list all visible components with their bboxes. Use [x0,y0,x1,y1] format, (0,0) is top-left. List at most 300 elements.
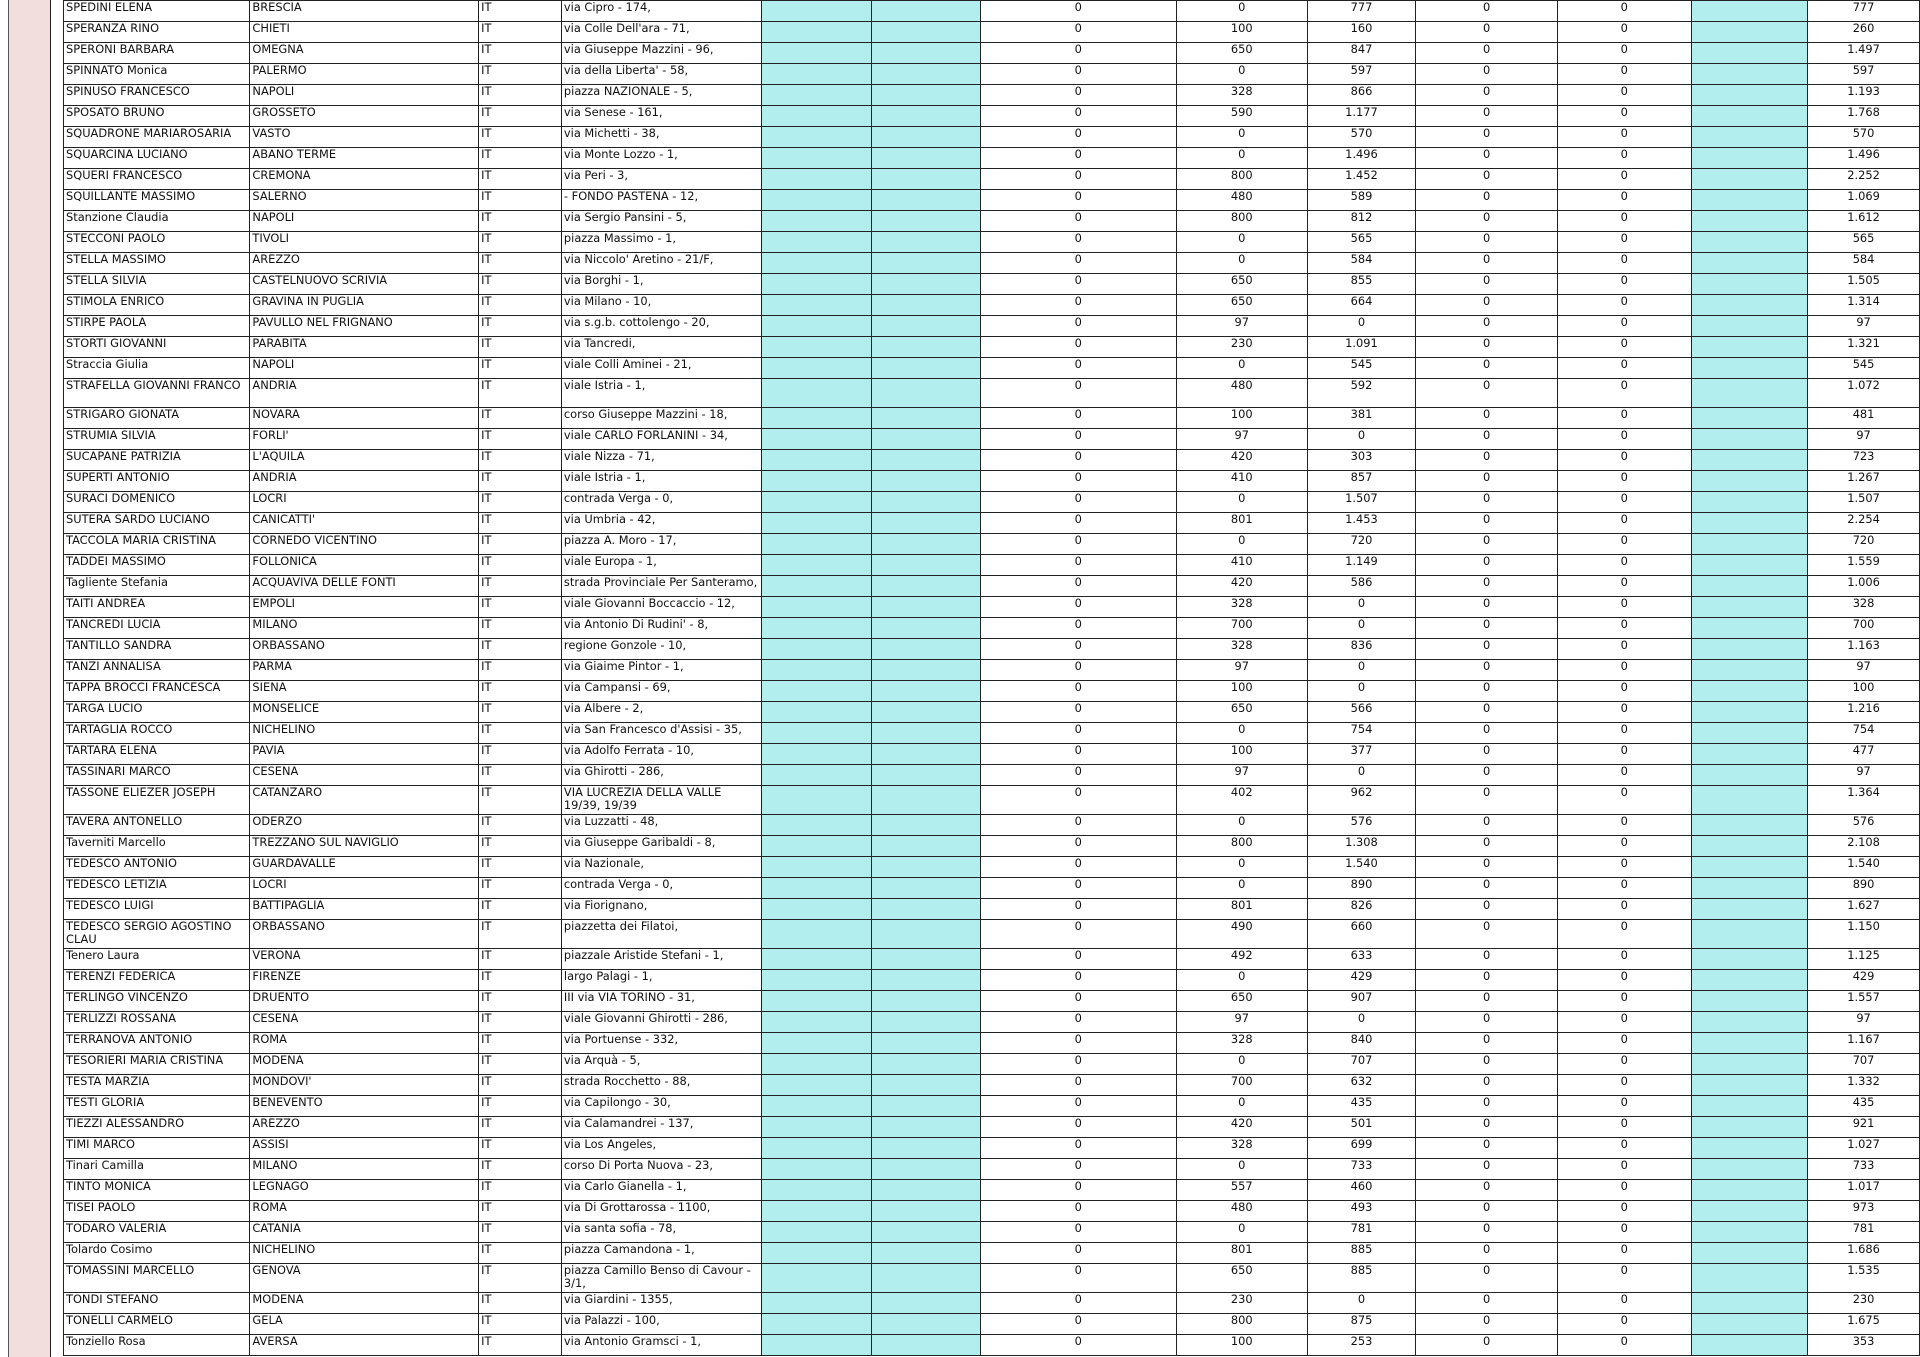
cell-address: VIA LUCREZIA DELLA VALLE 19/39, 19/39 [561,786,761,815]
cell-highlight [1691,1,1808,22]
cell-total: 328 [1808,597,1920,618]
cell-total: 481 [1808,408,1920,429]
cell-value: 0 [1557,815,1691,836]
cell-highlight [1691,534,1808,555]
cell-country: IT [479,723,562,744]
cell-city: LOCRI [250,492,479,513]
cell-total: 723 [1808,450,1920,471]
cell-address: via Calamandrei - 137, [561,1117,761,1138]
cell-total: 1.507 [1808,492,1920,513]
cell-value: 0 [980,169,1176,190]
cell-value: 0 [980,211,1176,232]
cell-highlight [1691,744,1808,765]
cell-highlight [762,639,872,660]
cell-address: via Campansi - 69, [561,681,761,702]
table-row [64,899,1920,920]
cell-value: 840 [1307,1033,1416,1054]
cell-highlight [871,555,980,576]
cell-highlight [1691,379,1808,408]
cell-value: 0 [1416,1293,1558,1314]
cell-value: 435 [1307,1096,1416,1117]
cell-value: 650 [1176,991,1307,1012]
cell-highlight [762,1222,872,1243]
cell-city: PAVIA [250,744,479,765]
cell-highlight [871,949,980,970]
cell-value: 0 [980,85,1176,106]
cell-value: 0 [1176,1096,1307,1117]
cell-country: IT [479,1096,562,1117]
cell-name: TIEZZI ALESSANDRO [64,1117,250,1138]
cell-city: L'AQUILA [250,450,479,471]
table-row [64,765,1920,786]
cell-highlight [1691,1293,1808,1314]
cell-value: 0 [1416,1264,1558,1293]
cell-highlight [762,148,872,169]
cell-value: 0 [1557,43,1691,64]
cell-value: 0 [1176,857,1307,878]
cell-value: 0 [1416,836,1558,857]
cell-value: 97 [1176,765,1307,786]
cell-value: 0 [1307,429,1416,450]
cell-highlight [1691,1314,1808,1335]
cell-country: IT [479,127,562,148]
table-row [64,471,1920,492]
cell-country: IT [479,211,562,232]
table-row [64,274,1920,295]
cell-value: 0 [1307,316,1416,337]
cell-name: STRAFELLA GIOVANNI FRANCO [64,379,250,408]
cell-address: via Giuseppe Garibaldi - 8, [561,836,761,857]
cell-value: 0 [980,1,1176,22]
cell-country: IT [479,513,562,534]
cell-value: 328 [1176,1033,1307,1054]
cell-value: 0 [1557,920,1691,949]
cell-country: IT [479,1222,562,1243]
cell-highlight [871,379,980,408]
cell-highlight [1691,702,1808,723]
cell-highlight [762,660,872,681]
cell-value: 0 [980,681,1176,702]
cell-value: 0 [1416,316,1558,337]
cell-city: MILANO [250,1159,479,1180]
cell-highlight [871,169,980,190]
cell-value: 0 [1416,450,1558,471]
cell-country: IT [479,702,562,723]
table-row [64,85,1920,106]
cell-value: 0 [1416,106,1558,127]
cell-total: 707 [1808,1054,1920,1075]
cell-country: IT [479,358,562,379]
cell-value: 0 [980,1033,1176,1054]
cell-value: 0 [1416,660,1558,681]
cell-value: 0 [1557,970,1691,991]
cell-address: contrada Verga - 0, [561,878,761,899]
cell-value: 0 [980,64,1176,85]
cell-value: 0 [1416,1033,1558,1054]
cell-name: TEDESCO ANTONIO [64,857,250,878]
cell-country: IT [479,555,562,576]
cell-value: 0 [1557,295,1691,316]
cell-highlight [762,618,872,639]
cell-value: 586 [1307,576,1416,597]
cell-value: 0 [1416,1,1558,22]
cell-value: 633 [1307,949,1416,970]
cell-address: - FONDO PASTENA - 12, [561,190,761,211]
cell-highlight [1691,765,1808,786]
cell-address: piazza NAZIONALE - 5, [561,85,761,106]
cell-city: PALERMO [250,64,479,85]
cell-city: GELA [250,1314,479,1335]
table-row [64,857,1920,878]
cell-address: via Arquà - 5, [561,1054,761,1075]
cell-value: 0 [980,1243,1176,1264]
cell-value: 0 [980,618,1176,639]
cell-name: TAPPA BROCCI FRANCESCA [64,681,250,702]
cell-value: 650 [1176,274,1307,295]
cell-value: 0 [980,1293,1176,1314]
cell-total: 754 [1808,723,1920,744]
cell-total: 545 [1808,358,1920,379]
table-row [64,1117,1920,1138]
cell-value: 0 [980,970,1176,991]
cell-value: 875 [1307,1314,1416,1335]
cell-address: via della Liberta' - 58, [561,64,761,85]
cell-value: 0 [980,744,1176,765]
cell-value: 420 [1176,576,1307,597]
cell-highlight [762,681,872,702]
cell-highlight [762,765,872,786]
cell-value: 0 [1557,723,1691,744]
cell-value: 230 [1176,337,1307,358]
cell-value: 0 [1416,22,1558,43]
cell-value: 0 [1416,492,1558,513]
table-row [64,920,1920,949]
cell-highlight [1691,85,1808,106]
table-row [64,660,1920,681]
cell-name: TANCREDI LUCIA [64,618,250,639]
cell-value: 890 [1307,878,1416,899]
cell-value: 0 [980,492,1176,513]
cell-name: SPINNATO Monica [64,64,250,85]
cell-name: TEDESCO LUIGI [64,899,250,920]
cell-name: STELLA SILVIA [64,274,250,295]
cell-value: 402 [1176,786,1307,815]
cell-value: 0 [980,949,1176,970]
cell-value: 0 [1557,379,1691,408]
table-row [64,64,1920,85]
cell-value: 566 [1307,702,1416,723]
cell-highlight [871,534,980,555]
cell-name: TIMI MARCO [64,1138,250,1159]
cell-value: 0 [980,513,1176,534]
cell-country: IT [479,1314,562,1335]
cell-value: 0 [1557,274,1691,295]
cell-value: 0 [1557,1159,1691,1180]
cell-highlight [762,1096,872,1117]
cell-value: 0 [1416,878,1558,899]
cell-name: TARGA LUCIO [64,702,250,723]
cell-country: IT [479,576,562,597]
cell-highlight [871,899,980,920]
cell-value: 0 [1557,1054,1691,1075]
cell-highlight [1691,1243,1808,1264]
cell-total: 1.017 [1808,1180,1920,1201]
cell-value: 0 [980,1222,1176,1243]
cell-name: TONDI STEFANO [64,1293,250,1314]
cell-address: viale Colli Aminei - 21, [561,358,761,379]
cell-value: 0 [1307,1293,1416,1314]
cell-value: 0 [980,555,1176,576]
cell-value: 0 [980,232,1176,253]
cell-country: IT [479,899,562,920]
cell-highlight [762,232,872,253]
cell-value: 0 [1557,878,1691,899]
cell-city: NICHELINO [250,1243,479,1264]
table-row [64,1180,1920,1201]
cell-highlight [762,597,872,618]
cell-value: 429 [1307,970,1416,991]
cell-value: 700 [1176,618,1307,639]
cell-value: 0 [1557,1012,1691,1033]
cell-value: 0 [980,660,1176,681]
cell-total: 260 [1808,22,1920,43]
cell-city: GENOVA [250,1264,479,1293]
cell-value: 0 [1176,1222,1307,1243]
cell-highlight [871,639,980,660]
cell-country: IT [479,64,562,85]
cell-value: 0 [980,22,1176,43]
cell-highlight [1691,1159,1808,1180]
cell-country: IT [479,836,562,857]
cell-value: 490 [1176,920,1307,949]
cell-country: IT [479,1264,562,1293]
cell-value: 584 [1307,253,1416,274]
cell-country: IT [479,43,562,64]
cell-value: 570 [1307,127,1416,148]
cell-value: 0 [1557,1264,1691,1293]
table-row [64,744,1920,765]
cell-value: 0 [980,576,1176,597]
cell-value: 0 [1557,1335,1691,1356]
cell-country: IT [479,471,562,492]
cell-country: IT [479,639,562,660]
cell-highlight [762,1054,872,1075]
cell-address: via Monte Lozzo - 1, [561,148,761,169]
cell-value: 0 [980,723,1176,744]
cell-total: 100 [1808,681,1920,702]
cell-highlight [871,597,980,618]
cell-value: 0 [980,1180,1176,1201]
cell-value: 0 [1416,127,1558,148]
cell-value: 0 [980,1159,1176,1180]
cell-total: 1.150 [1808,920,1920,949]
cell-name: Tenero Laura [64,949,250,970]
cell-name: TANZI ANNALISA [64,660,250,681]
cell-highlight [871,1,980,22]
cell-city: ACQUAVIVA DELLE FONTI [250,576,479,597]
cell-address: piazzetta dei Filatoi, [561,920,761,949]
cell-address: via Colle Dell'ara - 71, [561,22,761,43]
cell-country: IT [479,1293,562,1314]
table-row [64,1,1920,22]
cell-highlight [762,471,872,492]
cell-name: TAVERA ANTONELLO [64,815,250,836]
cell-address: via s.g.b. cottolengo - 20, [561,316,761,337]
cell-highlight [1691,64,1808,85]
cell-value: 100 [1176,1335,1307,1356]
cell-address: via Sergio Pansini - 5, [561,211,761,232]
cell-address: viale Istria - 1, [561,379,761,408]
cell-name: TERENZI FEDERICA [64,970,250,991]
cell-highlight [1691,639,1808,660]
cell-highlight [871,1159,980,1180]
cell-value: 160 [1307,22,1416,43]
cell-address: via Albere - 2, [561,702,761,723]
cell-highlight [1691,274,1808,295]
table-row [64,358,1920,379]
cell-value: 0 [980,1117,1176,1138]
cell-value: 100 [1176,408,1307,429]
cell-highlight [762,723,872,744]
cell-highlight [1691,450,1808,471]
cell-value: 0 [1557,513,1691,534]
cell-city: SIENA [250,681,479,702]
cell-highlight [871,1335,980,1356]
cell-value: 0 [1557,316,1691,337]
cell-value: 0 [1307,1012,1416,1033]
table-row [64,1075,1920,1096]
cell-value: 480 [1176,190,1307,211]
table-row [64,836,1920,857]
cell-value: 1.091 [1307,337,1416,358]
cell-highlight [762,899,872,920]
cell-value: 1.540 [1307,857,1416,878]
cell-highlight [871,64,980,85]
cell-value: 0 [980,1096,1176,1117]
cell-value: 632 [1307,1075,1416,1096]
cell-country: IT [479,1138,562,1159]
cell-value: 664 [1307,295,1416,316]
cell-value: 0 [1557,106,1691,127]
cell-name: Tonziello Rosa [64,1335,250,1356]
cell-value: 0 [1416,949,1558,970]
cell-value: 0 [980,450,1176,471]
cell-country: IT [479,148,562,169]
cell-value: 0 [1416,274,1558,295]
cell-value: 1.308 [1307,836,1416,857]
cell-value: 0 [1416,618,1558,639]
cell-value: 1.453 [1307,513,1416,534]
left-margin-band [8,0,51,1357]
cell-city: ROMA [250,1201,479,1222]
cell-country: IT [479,22,562,43]
cell-value: 0 [1307,765,1416,786]
cell-total: 1.627 [1808,899,1920,920]
cell-highlight [871,408,980,429]
cell-name: TACCOLA MARIA CRISTINA [64,534,250,555]
cell-value: 857 [1307,471,1416,492]
cell-total: 1.072 [1808,379,1920,408]
cell-highlight [871,337,980,358]
cell-address: via Michetti - 38, [561,127,761,148]
cell-address: viale Giovanni Ghirotti - 286, [561,1012,761,1033]
cell-value: 0 [1176,148,1307,169]
cell-highlight [1691,127,1808,148]
cell-name: SPERONI BARBARA [64,43,250,64]
cell-value: 0 [1557,471,1691,492]
cell-highlight [762,211,872,232]
cell-highlight [762,22,872,43]
cell-highlight [871,232,980,253]
cell-country: IT [479,316,562,337]
cell-highlight [762,949,872,970]
cell-value: 0 [980,316,1176,337]
cell-total: 700 [1808,618,1920,639]
cell-city: ROMA [250,1033,479,1054]
cell-country: IT [479,169,562,190]
cell-total: 429 [1808,970,1920,991]
cell-value: 0 [1557,786,1691,815]
cell-highlight [762,408,872,429]
cell-total: 1.559 [1808,555,1920,576]
cell-value: 0 [980,786,1176,815]
cell-total: 1.612 [1808,211,1920,232]
cell-total: 720 [1808,534,1920,555]
cell-country: IT [479,85,562,106]
cell-total: 1.125 [1808,949,1920,970]
table-row [64,106,1920,127]
cell-value: 800 [1176,169,1307,190]
cell-value: 0 [1176,878,1307,899]
table-row [64,970,1920,991]
cell-city: BENEVENTO [250,1096,479,1117]
cell-city: PARMA [250,660,479,681]
cell-highlight [762,1314,872,1335]
cell-value: 0 [1557,64,1691,85]
cell-address: via Niccolo' Aretino - 21/F, [561,253,761,274]
cell-value: 0 [1557,169,1691,190]
cell-highlight [1691,316,1808,337]
cell-highlight [871,429,980,450]
cell-value: 0 [1557,949,1691,970]
cell-value: 907 [1307,991,1416,1012]
cell-value: 410 [1176,555,1307,576]
cell-value: 0 [1416,702,1558,723]
cell-total: 1.496 [1808,148,1920,169]
table-row [64,702,1920,723]
cell-total: 97 [1808,765,1920,786]
cell-value: 1.177 [1307,106,1416,127]
cell-value: 0 [1416,1138,1558,1159]
cell-value: 0 [1307,597,1416,618]
cell-name: TODARO VALERIA [64,1222,250,1243]
cell-highlight [871,991,980,1012]
cell-total: 777 [1808,1,1920,22]
cell-value: 0 [1557,492,1691,513]
cell-address: via Palazzi - 100, [561,1314,761,1335]
cell-value: 0 [1416,1117,1558,1138]
table-row [64,127,1920,148]
cell-value: 420 [1176,450,1307,471]
cell-value: 576 [1307,815,1416,836]
cell-country: IT [479,1033,562,1054]
cell-highlight [762,295,872,316]
cell-value: 0 [1557,991,1691,1012]
cell-total: 1.027 [1808,1138,1920,1159]
cell-total: 890 [1808,878,1920,899]
cell-value: 0 [1176,534,1307,555]
cell-address: via Luzzatti - 48, [561,815,761,836]
